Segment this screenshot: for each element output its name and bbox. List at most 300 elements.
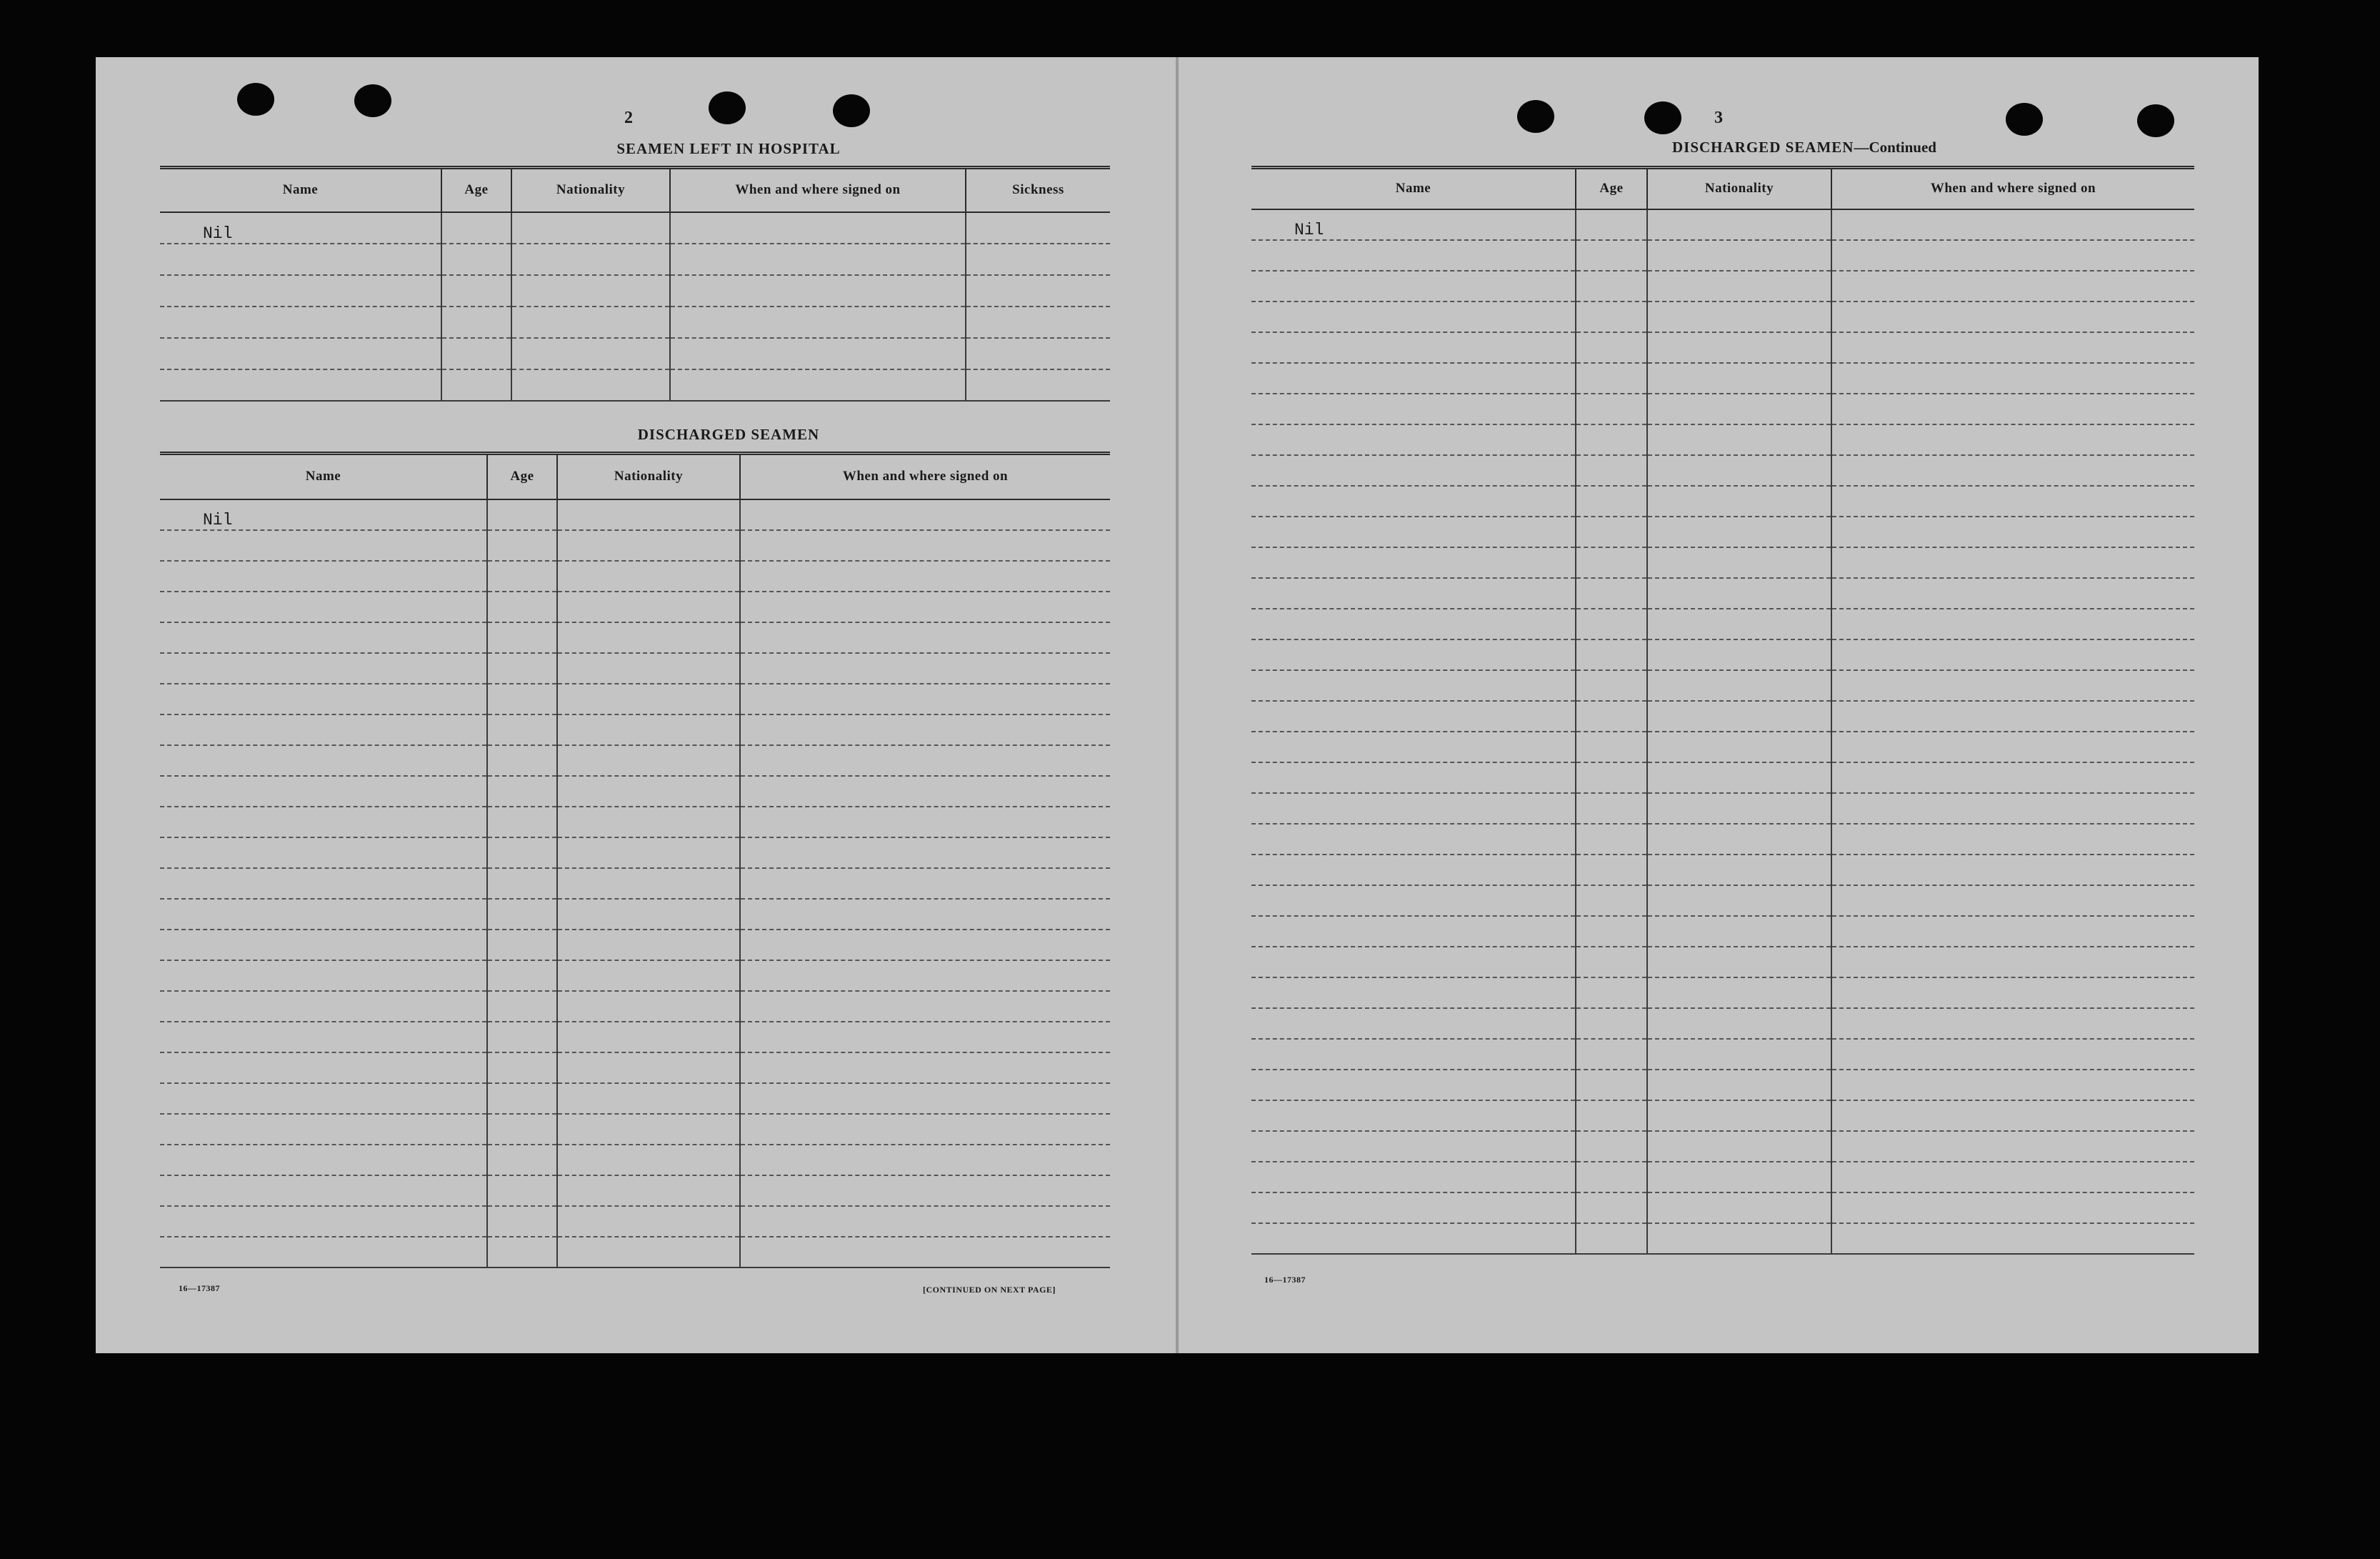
table-cell — [1576, 670, 1647, 701]
table-cell — [557, 653, 740, 684]
table-cell — [1576, 762, 1647, 793]
table-cell — [966, 212, 1110, 244]
table-cell — [1647, 1223, 1831, 1254]
table-cell — [1576, 394, 1647, 424]
table-row — [160, 499, 1110, 530]
table-cell — [1576, 732, 1647, 762]
table-cell — [160, 1083, 487, 1114]
table-cell — [1647, 855, 1831, 885]
table-row — [160, 561, 1110, 592]
table-cell — [740, 776, 1110, 807]
table-cell — [1576, 332, 1647, 363]
punch-hole — [1517, 100, 1554, 133]
table-cell — [441, 275, 511, 307]
table-row — [1251, 824, 2194, 855]
table-row — [1251, 977, 2194, 1008]
table-cell — [1647, 455, 1831, 486]
right-title-suffix: —Continued — [1854, 139, 1936, 156]
table-cell — [1576, 547, 1647, 578]
table-row — [1251, 793, 2194, 824]
table-cell — [1251, 609, 1576, 639]
table-cell — [557, 991, 740, 1022]
table-cell — [1251, 332, 1576, 363]
table-cell — [487, 899, 557, 930]
table-cell — [1576, 302, 1647, 332]
table-cell — [1831, 855, 2194, 885]
table-row — [1251, 762, 2194, 793]
table-row — [1251, 639, 2194, 670]
table-cell — [1251, 1070, 1576, 1100]
table-cell — [670, 212, 966, 244]
table-cell — [1251, 547, 1576, 578]
table-cell — [740, 1237, 1110, 1267]
table-cell — [1576, 609, 1647, 639]
column-header: When and where signed on — [670, 168, 966, 212]
table-cell — [740, 561, 1110, 592]
table-cell — [1831, 240, 2194, 271]
table-cell — [1251, 363, 1576, 394]
table-cell — [1251, 639, 1576, 670]
table-row — [1251, 1100, 2194, 1131]
table-cell — [160, 338, 441, 369]
table-cell — [487, 1175, 557, 1206]
table-cell — [511, 244, 670, 275]
table-cell — [1647, 1192, 1831, 1223]
table-cell — [740, 653, 1110, 684]
table-row — [160, 369, 1110, 401]
table-cell — [1647, 824, 1831, 855]
column-header: Name — [160, 454, 487, 499]
table-cell — [160, 1145, 487, 1175]
table-cell — [160, 776, 487, 807]
table-cell — [487, 1206, 557, 1237]
table-cell — [557, 930, 740, 960]
table-cell — [1647, 947, 1831, 977]
table-cell — [1576, 824, 1647, 855]
table-cell — [487, 622, 557, 653]
table-cell — [1831, 209, 2194, 240]
table-cell — [1647, 639, 1831, 670]
table-cell — [1831, 332, 2194, 363]
table-cell — [557, 1145, 740, 1175]
table-cell — [1647, 424, 1831, 455]
punch-hole — [2006, 103, 2043, 136]
table-cell — [966, 338, 1110, 369]
table-cell — [1251, 701, 1576, 732]
table-cell — [1647, 1070, 1831, 1100]
table-cell — [557, 837, 740, 868]
table-cell — [740, 1083, 1110, 1114]
table-row — [160, 1022, 1110, 1052]
table-cell — [487, 745, 557, 776]
table-cell — [740, 714, 1110, 745]
continued-note: [CONTINUED ON NEXT PAGE] — [923, 1285, 1056, 1295]
table-cell — [1251, 1100, 1576, 1131]
punch-hole — [354, 84, 391, 117]
table-row — [1251, 547, 2194, 578]
table-cell — [740, 837, 1110, 868]
table-cell — [1576, 486, 1647, 517]
table-cell — [1576, 1223, 1647, 1254]
table-cell — [487, 499, 557, 530]
table-cell — [557, 684, 740, 714]
right-header-row — [1251, 168, 2194, 209]
table-cell — [160, 899, 487, 930]
table-cell — [740, 592, 1110, 622]
table-cell — [160, 960, 487, 991]
table-row — [160, 244, 1110, 275]
table-cell — [740, 1114, 1110, 1145]
table-cell — [1576, 1039, 1647, 1070]
table-cell — [487, 1052, 557, 1083]
table-cell — [511, 369, 670, 401]
table-cell — [160, 930, 487, 960]
table-cell — [487, 684, 557, 714]
table-cell — [1647, 547, 1831, 578]
table-row — [1251, 363, 2194, 394]
column-header: Age — [441, 168, 511, 212]
table-cell — [557, 960, 740, 991]
table-row — [1251, 240, 2194, 271]
table-cell — [160, 307, 441, 338]
table-cell — [1251, 517, 1576, 547]
table-cell — [1647, 670, 1831, 701]
table-cell — [1831, 271, 2194, 302]
table-cell — [441, 307, 511, 338]
table-cell — [160, 1114, 487, 1145]
table-cell — [1831, 885, 2194, 916]
table-cell — [557, 807, 740, 837]
table-cell — [1576, 916, 1647, 947]
table-cell — [1831, 947, 2194, 977]
table-row — [160, 837, 1110, 868]
table-row — [160, 807, 1110, 837]
table-cell — [557, 776, 740, 807]
table-cell — [740, 745, 1110, 776]
table-cell — [1831, 732, 2194, 762]
table-cell — [1576, 977, 1647, 1008]
table-cell — [487, 1114, 557, 1145]
table-cell — [160, 592, 487, 622]
table-cell — [740, 930, 1110, 960]
table-row — [160, 1083, 1110, 1114]
table-row — [1251, 947, 2194, 977]
table-cell — [1647, 271, 1831, 302]
table-cell — [160, 714, 487, 745]
punch-hole — [1644, 101, 1681, 134]
table-cell — [1576, 701, 1647, 732]
table-cell — [1251, 855, 1576, 885]
table-cell — [1647, 302, 1831, 332]
discharged-table — [160, 452, 1110, 1268]
table-cell — [1576, 1131, 1647, 1162]
table-row — [1251, 578, 2194, 609]
column-header: Age — [487, 454, 557, 499]
table-cell — [1576, 363, 1647, 394]
table-cell — [160, 653, 487, 684]
table-cell — [557, 530, 740, 561]
table-cell — [1647, 609, 1831, 639]
table-cell — [1251, 302, 1576, 332]
table-cell — [487, 1145, 557, 1175]
table-cell — [740, 1145, 1110, 1175]
table-row — [1251, 609, 2194, 639]
table-cell — [1251, 424, 1576, 455]
table-row — [160, 776, 1110, 807]
table-cell — [1576, 947, 1647, 977]
table-row — [1251, 1008, 2194, 1039]
table-cell — [160, 1237, 487, 1267]
table-row — [160, 212, 1110, 244]
table-cell — [1647, 240, 1831, 271]
table-cell — [1576, 639, 1647, 670]
table-row — [160, 1175, 1110, 1206]
right-table-body — [1251, 209, 2194, 1254]
table-row — [160, 592, 1110, 622]
table-cell — [160, 684, 487, 714]
table-cell — [1647, 1131, 1831, 1162]
table-cell — [1251, 240, 1576, 271]
table-row — [160, 622, 1110, 653]
column-header: Nationality — [1647, 168, 1831, 209]
table-row — [160, 868, 1110, 899]
table-cell — [1576, 578, 1647, 609]
table-cell — [557, 745, 740, 776]
table-cell — [1251, 486, 1576, 517]
table-cell — [740, 622, 1110, 653]
punch-hole — [2137, 104, 2174, 137]
table-row — [160, 1114, 1110, 1145]
table-cell — [1647, 732, 1831, 762]
table-row — [160, 1237, 1110, 1267]
hospital-table-body — [160, 212, 1110, 401]
table-cell — [1251, 1162, 1576, 1192]
table-cell — [487, 561, 557, 592]
table-cell — [740, 499, 1110, 530]
table-row — [1251, 1131, 2194, 1162]
table-cell — [1576, 1070, 1647, 1100]
table-cell — [1576, 424, 1647, 455]
table-cell — [487, 930, 557, 960]
table-row — [1251, 855, 2194, 885]
document-sheet — [96, 57, 2259, 1353]
table-cell — [487, 530, 557, 561]
table-row — [160, 714, 1110, 745]
table-cell — [1251, 824, 1576, 855]
table-cell — [160, 244, 441, 275]
table-cell — [487, 1237, 557, 1267]
table-cell — [966, 369, 1110, 401]
table-cell — [1831, 793, 2194, 824]
table-cell — [740, 899, 1110, 930]
table-row — [1251, 670, 2194, 701]
table-row — [1251, 1162, 2194, 1192]
table-cell — [1831, 547, 2194, 578]
hospital-section-title: SEAMEN LEFT IN HOSPITAL — [616, 140, 841, 157]
table-cell — [1831, 424, 2194, 455]
right-section-title — [1404, 139, 2204, 156]
table-row — [160, 684, 1110, 714]
table-row — [1251, 455, 2194, 486]
table-cell — [740, 530, 1110, 561]
punch-hole — [833, 94, 870, 127]
table-row — [160, 1206, 1110, 1237]
table-cell — [670, 275, 966, 307]
table-cell — [160, 1175, 487, 1206]
table-cell — [1576, 1192, 1647, 1223]
table-cell — [557, 1052, 740, 1083]
table-row — [160, 338, 1110, 369]
table-cell — [511, 307, 670, 338]
table-row — [160, 1052, 1110, 1083]
table-cell — [1576, 209, 1647, 240]
table-cell — [740, 1206, 1110, 1237]
table-row — [160, 991, 1110, 1022]
table-cell — [1251, 732, 1576, 762]
table-cell — [1831, 824, 2194, 855]
table-cell — [557, 622, 740, 653]
table-cell — [160, 561, 487, 592]
table-row — [1251, 424, 2194, 455]
table-cell — [1251, 271, 1576, 302]
table-cell — [1251, 1008, 1576, 1039]
form-code-left: 16—17387 — [179, 1283, 220, 1293]
table-cell — [1831, 517, 2194, 547]
table-cell — [487, 991, 557, 1022]
table-cell — [1251, 885, 1576, 916]
table-cell — [487, 653, 557, 684]
table-cell — [441, 369, 511, 401]
table-cell — [1647, 332, 1831, 363]
table-cell — [1647, 916, 1831, 947]
table-cell — [487, 1022, 557, 1052]
punch-hole — [237, 83, 274, 116]
form-code-right: 16—17387 — [1264, 1275, 1306, 1285]
table-cell — [740, 807, 1110, 837]
table-cell — [1831, 1008, 2194, 1039]
table-cell — [1647, 1100, 1831, 1131]
table-cell — [1576, 1162, 1647, 1192]
table-cell — [1647, 517, 1831, 547]
table-cell — [1831, 670, 2194, 701]
table-cell — [557, 1083, 740, 1114]
table-cell — [1831, 1100, 2194, 1131]
table-cell — [740, 1022, 1110, 1052]
table-cell — [557, 899, 740, 930]
table-cell — [1831, 977, 2194, 1008]
table-cell — [487, 837, 557, 868]
table-cell — [1831, 363, 2194, 394]
table-cell — [1647, 486, 1831, 517]
table-cell — [557, 1237, 740, 1267]
table-cell — [1647, 1039, 1831, 1070]
discharged-continued-table — [1251, 166, 2194, 1255]
table-cell — [557, 868, 740, 899]
table-cell — [160, 622, 487, 653]
table-cell — [740, 1052, 1110, 1083]
table-cell — [1251, 1223, 1576, 1254]
table-cell — [511, 338, 670, 369]
table-cell — [1647, 1008, 1831, 1039]
table-cell — [1831, 1039, 2194, 1070]
table-cell — [1831, 1131, 2194, 1162]
table-row — [1251, 1192, 2194, 1223]
table-cell — [1831, 916, 2194, 947]
table-cell — [1647, 363, 1831, 394]
table-row — [1251, 1070, 2194, 1100]
table-cell — [1251, 793, 1576, 824]
table-cell: Nil — [1251, 209, 1576, 240]
table-cell — [441, 212, 511, 244]
table-cell — [487, 1083, 557, 1114]
table-cell — [1647, 701, 1831, 732]
table-cell — [441, 244, 511, 275]
hospital-table — [160, 166, 1110, 402]
table-cell — [1251, 1192, 1576, 1223]
discharged-header-row — [160, 454, 1110, 499]
table-cell — [160, 369, 441, 401]
table-row — [160, 899, 1110, 930]
table-row — [1251, 302, 2194, 332]
table-row — [160, 930, 1110, 960]
table-row — [1251, 885, 2194, 916]
table-cell — [1251, 670, 1576, 701]
table-cell — [160, 868, 487, 899]
table-cell — [1251, 762, 1576, 793]
table-cell — [966, 307, 1110, 338]
table-cell — [1251, 394, 1576, 424]
table-cell — [1576, 271, 1647, 302]
table-cell — [1831, 455, 2194, 486]
table-cell — [1647, 793, 1831, 824]
table-cell — [740, 684, 1110, 714]
table-cell — [670, 338, 966, 369]
discharged-table-body — [160, 499, 1110, 1267]
column-header: Name — [160, 168, 441, 212]
table-cell — [1576, 885, 1647, 916]
table-cell — [160, 530, 487, 561]
table-cell — [1576, 855, 1647, 885]
table-cell — [160, 991, 487, 1022]
discharged-section-title: DISCHARGED SEAMEN — [637, 426, 820, 443]
table-row — [160, 745, 1110, 776]
table-row — [160, 275, 1110, 307]
right-title-main: DISCHARGED SEAMEN — [1672, 139, 1854, 156]
table-cell — [160, 1206, 487, 1237]
table-cell — [487, 714, 557, 745]
table-cell — [1831, 394, 2194, 424]
table-cell — [511, 212, 670, 244]
table-cell — [1251, 455, 1576, 486]
column-header: Sickness — [966, 168, 1110, 212]
table-cell — [557, 561, 740, 592]
table-cell — [1576, 455, 1647, 486]
table-cell — [670, 307, 966, 338]
table-cell — [740, 868, 1110, 899]
table-cell — [557, 1022, 740, 1052]
table-cell — [557, 1206, 740, 1237]
table-cell — [441, 338, 511, 369]
table-cell — [1251, 578, 1576, 609]
table-row — [1251, 701, 2194, 732]
table-cell — [160, 807, 487, 837]
table-cell — [557, 592, 740, 622]
table-row — [1251, 1223, 2194, 1254]
table-row — [160, 960, 1110, 991]
column-header: When and where signed on — [740, 454, 1110, 499]
table-cell — [1647, 885, 1831, 916]
column-header: When and where signed on — [1831, 168, 2194, 209]
